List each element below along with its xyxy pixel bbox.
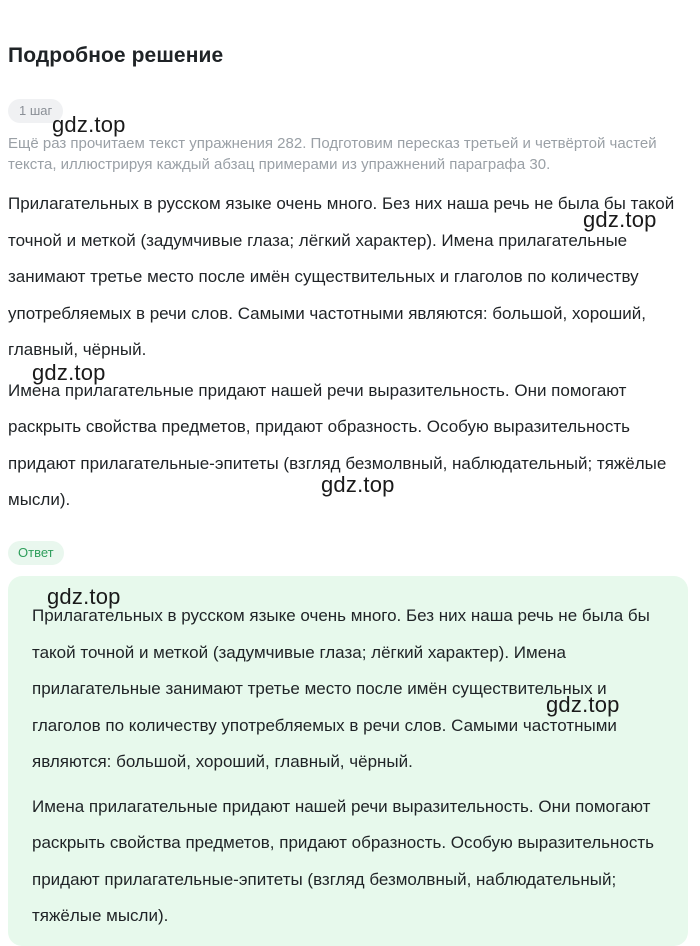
answer-badge: Ответ — [8, 541, 64, 565]
watermark: gdz.top — [321, 472, 395, 497]
watermark: gdz.top — [32, 360, 106, 385]
watermark: gdz.top — [47, 584, 121, 609]
watermark: gdz.top — [546, 692, 620, 717]
answer-paragraph: Прилагательных в русском языке очень много. Без них наша речь не была бы такой точной и меткой (задумчивые глаза; лёгкий характер). Имена прилагательные занимают третье место после имён существительных и глаголов по количеству употребляемых в речи слов. Самыми частотными являются: большой, хороший, главный, чёрный. — [32, 606, 650, 771]
answer-card — [8, 576, 688, 946]
solution-paragraph: Имена прилагательные придают нашей речи выразительность. Они помогают раскрыть свойства предметов, придают образность. Особую выразительность придают прилагательные-эпитеты (взгляд безмолвный, наблюдательный; тяжёлые мысли). — [8, 380, 667, 509]
watermark: gdz.top — [583, 207, 657, 232]
watermark: gdz.top — [52, 112, 126, 137]
step-badge: 1 шаг — [8, 99, 63, 123]
answer-paragraph: Имена прилагательные придают нашей речи выразительность. Они помогают раскрыть свойства предметов, придают образность. Особую выразительность придают прилагательные-эпитеты (взгляд безмолвный, наблюдательный; тяжёлые мысли). — [32, 796, 655, 925]
page-title: Подробное решение — [8, 44, 224, 67]
solution-paragraph: Прилагательных в русском языке очень много. Без них наша речь не была бы такой точной и меткой (задумчивые глаза; лёгкий характер). Имена прилагательные занимают третье место после имён существительных и глаголов по количеству употребляемых в речи слов. Самыми частотными являются: большой, хороший, главный, чёрный. — [8, 194, 675, 359]
step-intro-text: Ещё раз прочитаем текст упражнения 282. Подготовим пересказ третьей и четвёртой частей текста, иллюстрируя каждый абзац примерами из упражнений параграфа 30. — [8, 135, 657, 173]
